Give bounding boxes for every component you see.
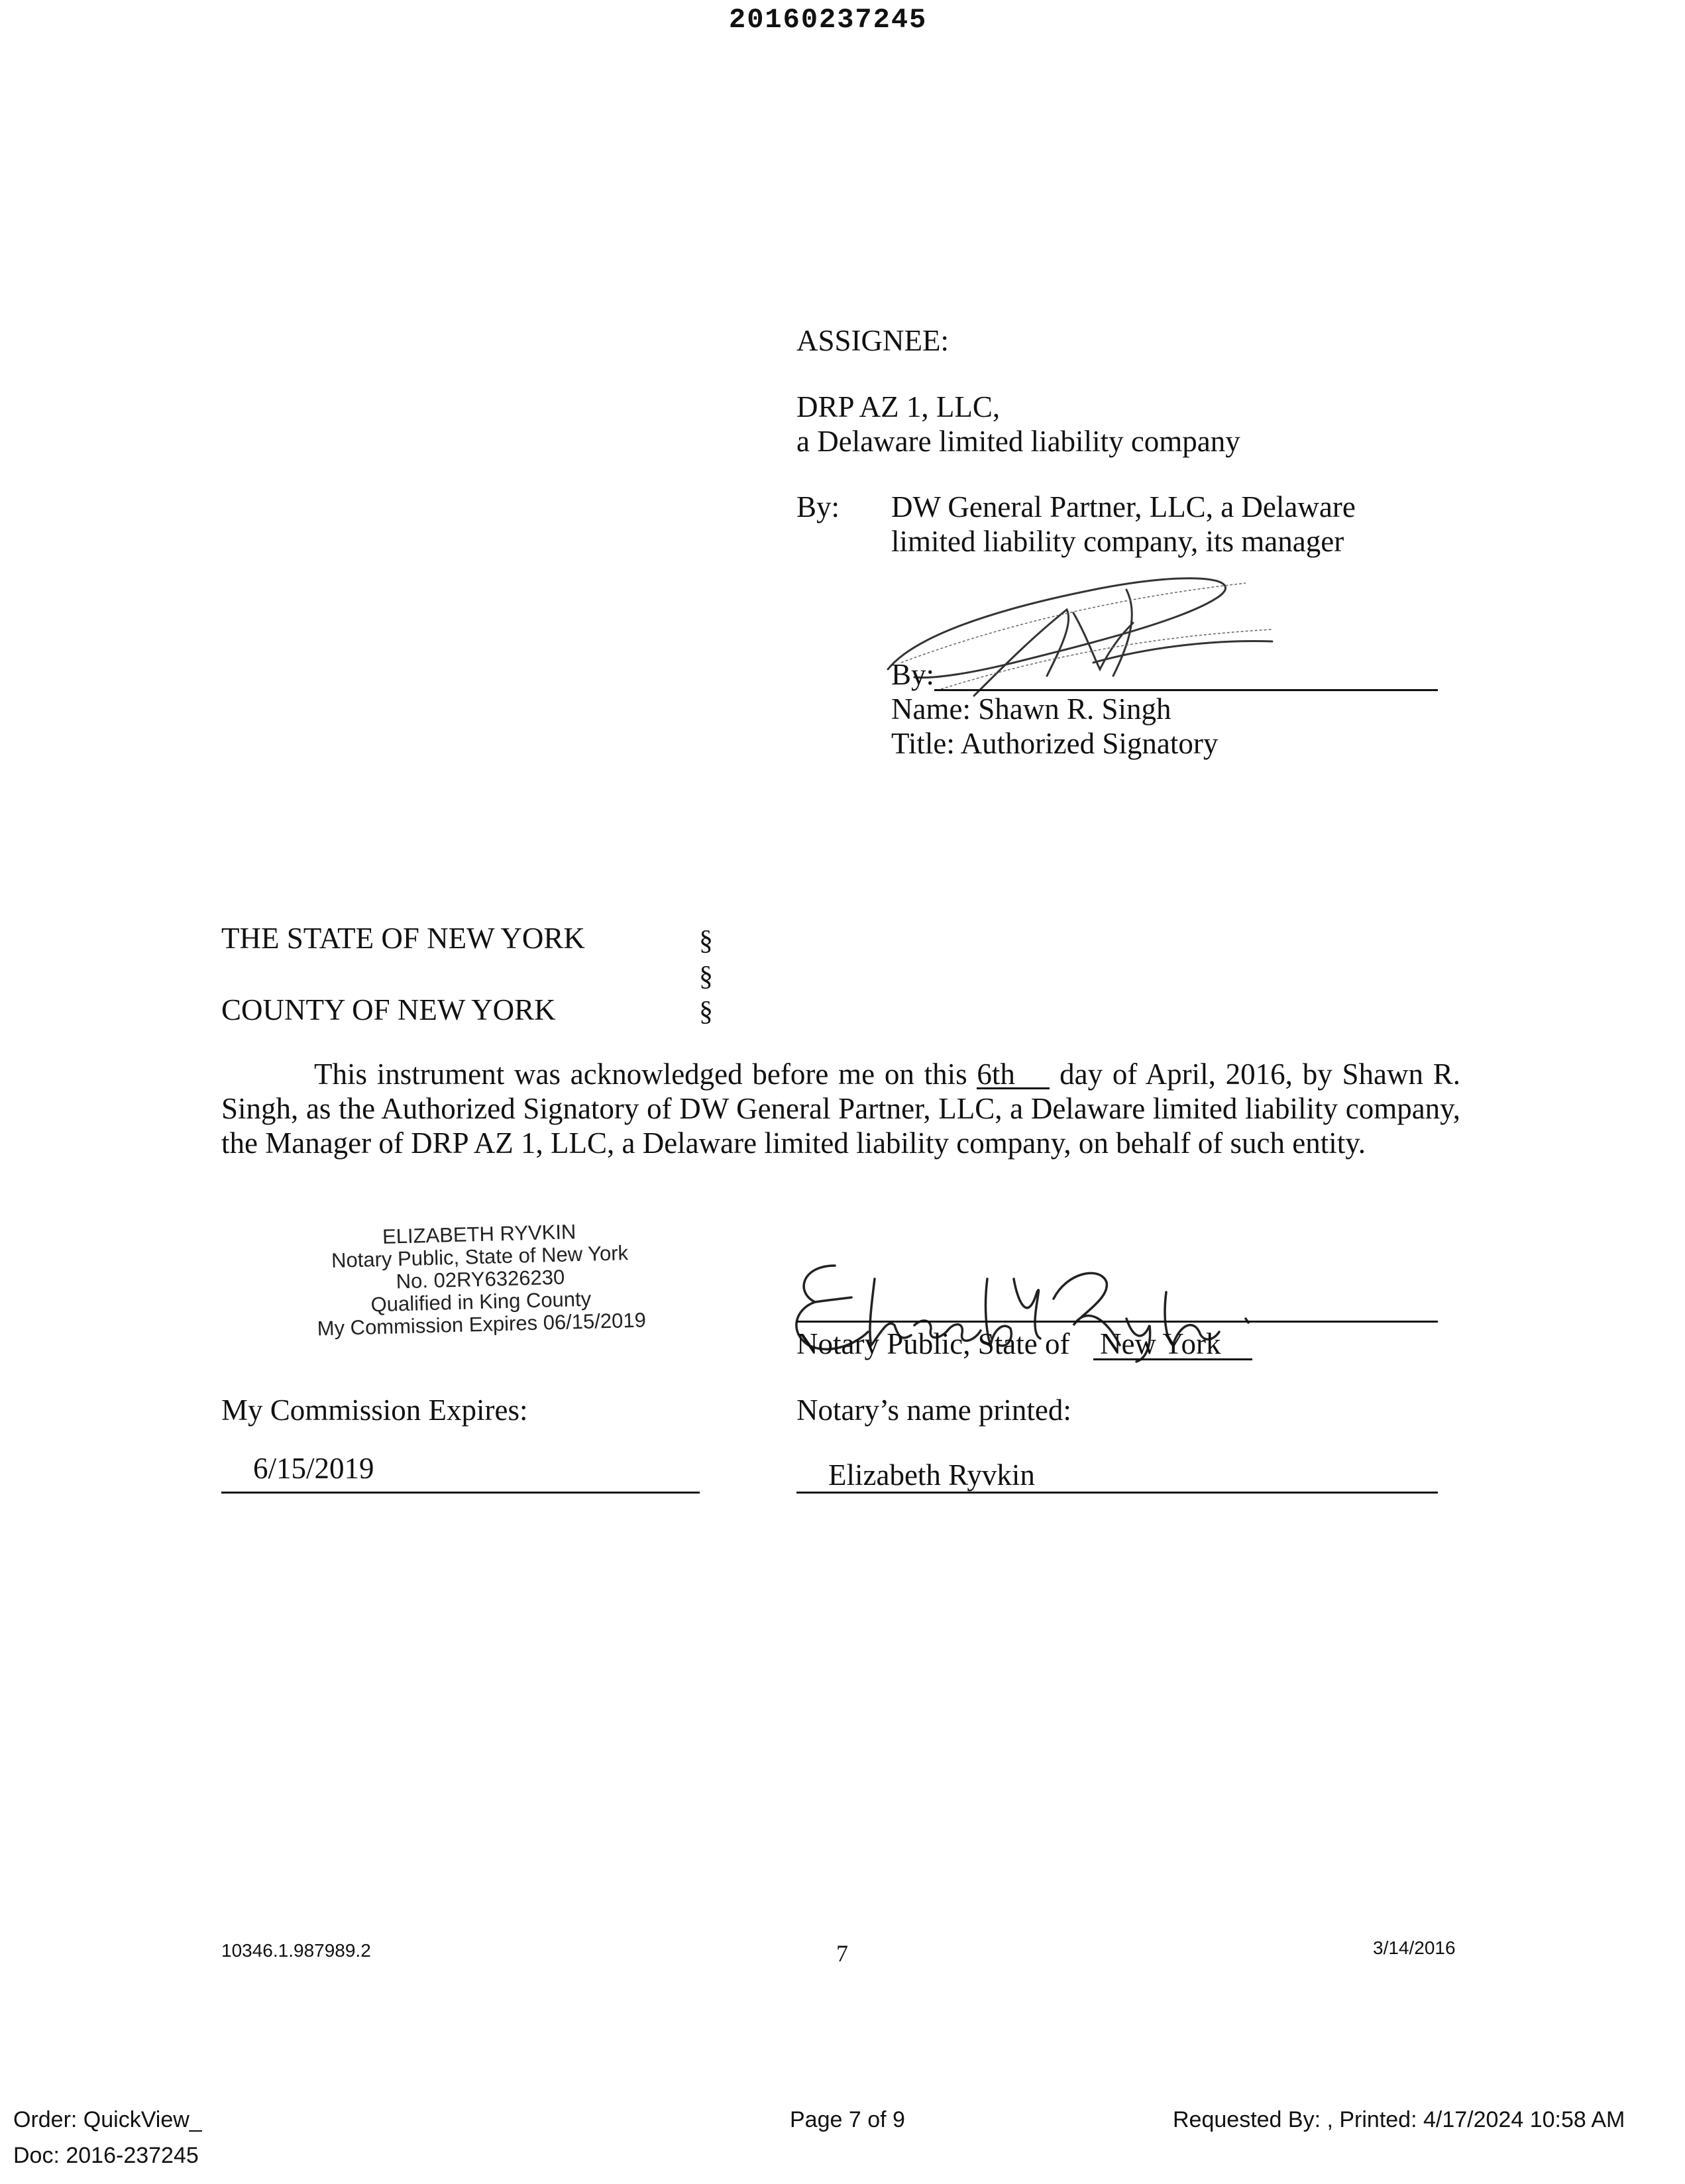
assignee-company-name: DRP AZ 1, LLC, (796, 390, 1001, 423)
stamp-title: Notary Public, State of New York (331, 1241, 629, 1272)
stamp-county: Qualified in King County (370, 1287, 592, 1317)
commission-date-line (221, 1492, 700, 1494)
section-symbol: § (699, 961, 713, 992)
venue-county: COUNTY OF NEW YORK (221, 993, 556, 1026)
assignee-manager-line1: DW General Partner, LLC, a Delaware (891, 490, 1356, 523)
signature-by-label: By: (891, 658, 935, 691)
notary-state-underline (1093, 1358, 1252, 1360)
acknowledgment-part1: This instrument was acknowledged before me on this (314, 1058, 967, 1091)
assignee-heading: ASSIGNEE: (796, 324, 950, 357)
notary-public-label: Notary Public, State of (796, 1327, 1070, 1360)
notary-stamp (290, 1219, 671, 1341)
print-footer-page: Page 7 of 9 (790, 2107, 905, 2132)
printed-name: Elizabeth Ryvkin (828, 1458, 1035, 1492)
acknowledgment-day: 6th (977, 1061, 1050, 1089)
footer-page-number: 7 (836, 1940, 848, 1967)
printed-name-line (796, 1492, 1438, 1494)
acknowledgment-paragraph (221, 1057, 1460, 1160)
notary-signature-line (796, 1321, 1438, 1323)
printed-name-label: Notary’s name printed: (796, 1393, 1071, 1427)
stamp-name: ELIZABETH RYVKIN (382, 1220, 576, 1248)
assignee-by-label: By: (796, 490, 840, 523)
section-symbol: § (699, 997, 713, 1027)
signatory-title: Title: Authorized Signatory (891, 727, 1219, 760)
stamp-number: No. 02RY6326230 (396, 1265, 565, 1293)
signature-line (934, 689, 1438, 691)
assignee-manager-line2: limited liability company, its manager (891, 525, 1344, 558)
footer-doc-id: 10346.1.987989.2 (221, 1940, 371, 1961)
document-number: 20160237245 (729, 4, 928, 36)
commission-date: 6/15/2019 (253, 1452, 374, 1485)
commission-expires-label: My Commission Expires: (221, 1393, 528, 1427)
signatory-name: Name: Shawn R. Singh (891, 692, 1171, 726)
print-footer-doc: Doc: 2016-237245 (13, 2143, 199, 2168)
footer-date: 3/14/2016 (1373, 1938, 1456, 1958)
section-symbol: § (699, 926, 713, 956)
print-footer-requested: Requested By: , Printed: 4/17/2024 10:58 AM (1173, 2107, 1625, 2132)
assignee-company-description: a Delaware limited liability company (796, 425, 1240, 458)
acknowledgment-part2: day of April, 2016, by Shawn R. Singh, as the Authorized Signatory of DW General Partner, LLC, a Delaware limited liability company, the Manager of DRP AZ 1, LLC, a Delaware limited liability company, on behalf of such entity. (221, 1058, 1460, 1160)
print-footer-order: Order: QuickView_ (13, 2107, 202, 2132)
stamp-expiration: My Commission Expires 06/15/2019 (317, 1308, 647, 1340)
venue-state: THE STATE OF NEW YORK (221, 922, 585, 955)
notary-state: New York (1100, 1327, 1221, 1360)
